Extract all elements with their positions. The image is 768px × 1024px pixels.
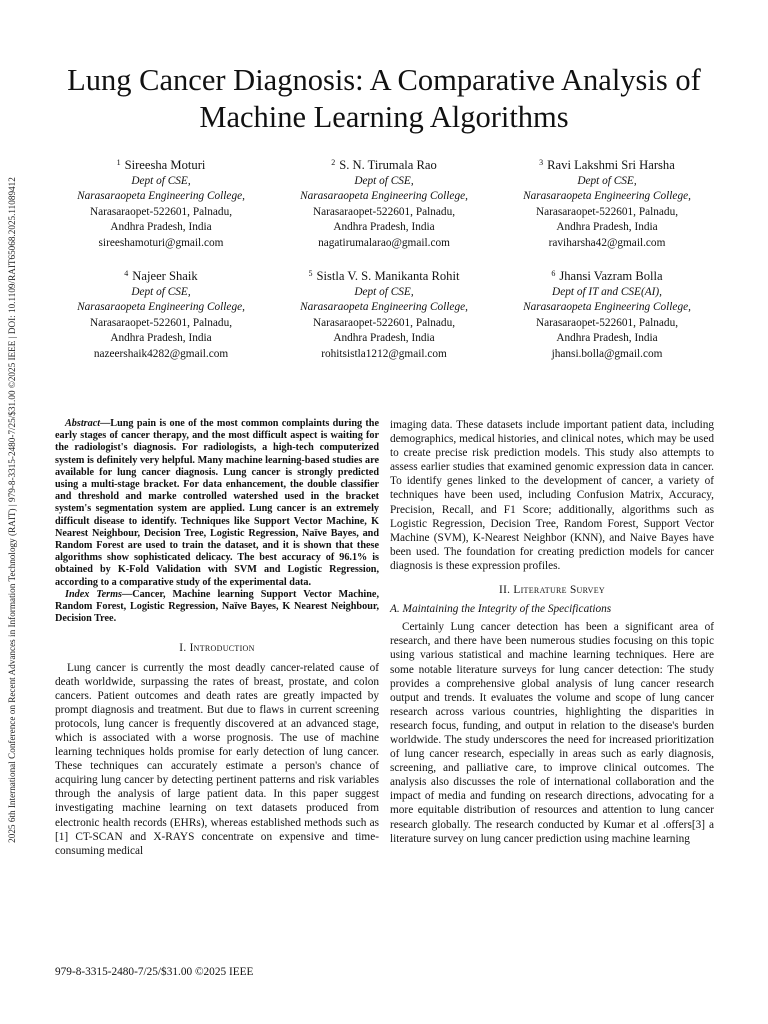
author-dept: Dept of CSE, (577, 175, 637, 187)
author-name: Ravi Lakshmi Sri Harsha (547, 158, 675, 172)
author-state: Andhra Pradesh, India (556, 332, 658, 345)
section-heading-literature-survey (390, 583, 714, 597)
author-row-2 (50, 265, 718, 362)
author-5 (273, 265, 495, 362)
author-address: Narasaraopet-522601, Palnadu, (312, 205, 456, 218)
paper-title (30, 62, 738, 136)
index-terms (55, 589, 379, 626)
author-number: 5 (308, 269, 313, 279)
section-numeral: I. (179, 642, 190, 655)
author-dept: Dept of CSE, (131, 286, 191, 299)
title-line-2: Machine Learning Algorithms (199, 100, 569, 134)
author-6 (496, 265, 718, 362)
abstract-text: —Lung pain is one of the most common complaints during the early stages of cancer therapy, and the most difficult aspect is waiting for the radiologist's diagnosis. For radiologists, a high-tech computerized system is definitely very helpful. Many machine learning-based studies are available for lung cancer diagnosis. Lung cancer is strongly predicted using a multi-stage bracket. For data enhancement, the double classifier and threshold and marke controlled watershed used in the bracket system's segmentation system are applied. Lung cancer is an extremely difficult disease to identify. Techniques like Support Vector Machine, K Nearest Neighbour, Decision Tree, Logistic Regression, Naïve Bayes, and Random Forest are used to train the dataset, and it is shown that these algorithms show sophisticated delicacy. The best accuracy of 96.1% is obtained by K-Fold Validation with SVM and Logistic Regression, according to a comparative study of the experimental data. (55, 418, 379, 588)
sidebar-citation (4, 135, 20, 885)
author-state: Andhra Pradesh, India (556, 221, 658, 234)
author-3 (496, 154, 718, 251)
author-name: S. N. Tirumala Rao (339, 158, 437, 172)
subsection-heading: A. Maintaining the Integrity of the Specifications (390, 603, 612, 616)
author-state: Andhra Pradesh, India (110, 332, 212, 345)
author-state: Andhra Pradesh, India (110, 221, 212, 234)
section-heading-introduction (55, 641, 379, 655)
sidebar-citation-text: 2025 6th International Conference on Recent Advances in Information Technology (RAIT) | 979-8-3315-2480-7/25/$31.00 ©2025 IEEE | DOI: 10.1109/RAIT65068.2025.11089412 (7, 177, 17, 843)
author-name: Jhansi Vazram Bolla (559, 269, 663, 284)
author-email[interactable]: jhansi.bolla@gmail.com (551, 347, 663, 360)
author-number: 6 (551, 269, 556, 279)
author-number: 2 (331, 158, 336, 167)
author-row-1 (50, 154, 718, 251)
author-email[interactable]: rohitsistla1212@gmail.com (321, 347, 447, 360)
abstract-label: Abstract (65, 418, 101, 429)
author-address: Narasaraopet-522601, Palnadu, (89, 205, 233, 218)
left-column (55, 418, 379, 858)
author-college: Narasaraopeta Engineering College, (77, 301, 245, 314)
author-college: Narasaraopeta Engineering College, (523, 301, 691, 314)
author-email[interactable]: nazeershaik4282@gmail.com (93, 347, 229, 360)
author-dept: Dept of CSE, (354, 286, 414, 299)
section-numeral: II. (499, 584, 514, 597)
author-dept: Dept of CSE, (354, 175, 414, 187)
author-address: Narasaraopet-522601, Palnadu, (535, 316, 679, 329)
title-line-1: Lung Cancer Diagnosis: A Comparative Analysis of (67, 63, 701, 97)
author-college: Narasaraopeta Engineering College, (77, 190, 245, 203)
author-college: Narasaraopeta Engineering College, (300, 190, 468, 203)
section-title: Introduction (189, 642, 255, 655)
author-1 (50, 154, 272, 251)
author-state: Andhra Pradesh, India (333, 221, 435, 234)
intro-paragraph: Lung cancer is currently the most deadly cancer-related cause of death worldwide, surpassing the rates of breast, prostate, and colon cancers. Patient outcomes and death rates are greatly impacted by prompt diagnosis and treatment. But due to flaws in current screening protocols, lung cancer is frequently discovered at an advanced stage, which is associated with a worse prognosis. The use of machine learning techniques holds promise for early detection of lung cancer. These techniques can accurately estimate a person's chance of acquiring lung cancer by detecting pertinent patterns and risk variables through the analysis of large patient data. In this paper suggest investigating machine learning on text datasets produced from electronic health records (EHRs), whereas established methods such as [1] CT-SCAN and X-RAYS concentrate on expensive and time-consuming medical (55, 661, 379, 857)
author-address: Narasaraopet-522601, Palnadu, (89, 316, 233, 329)
author-name: Najeer Shaik (132, 269, 198, 284)
author-number: 3 (539, 158, 544, 167)
author-email[interactable]: raviharsha42@gmail.com (548, 236, 666, 249)
abstract (55, 418, 379, 589)
author-address: Narasaraopet-522601, Palnadu, (535, 205, 679, 218)
author-name: Sireesha Moturi (124, 158, 206, 172)
author-block (50, 154, 718, 362)
author-college: Narasaraopeta Engineering College, (523, 190, 691, 203)
author-email[interactable]: sireeshamoturi@gmail.com (98, 236, 224, 249)
footer-copyright: 979-8-3315-2480-7/25/$31.00 ©2025 IEEE (55, 966, 254, 978)
author-4 (50, 265, 272, 362)
index-terms-text: —Cancer, Machine learning Support Vector Machine, Random Forest, Logistic Regression, Naïve Bayes, K Nearest Neighbour, Decision Tree. (55, 588, 379, 625)
author-number: 4 (124, 269, 129, 279)
author-number: 1 (116, 158, 121, 167)
author-dept: Dept of IT and CSE(AI), (552, 286, 662, 299)
right-column (390, 418, 714, 846)
author-2 (273, 154, 495, 251)
author-dept: Dept of CSE, (131, 175, 191, 187)
author-state: Andhra Pradesh, India (333, 332, 435, 345)
section-title: Literature Survey (513, 584, 605, 597)
author-address: Narasaraopet-522601, Palnadu, (312, 316, 456, 329)
author-name: Sistla V. S. Manikanta Rohit (316, 269, 460, 284)
literature-paragraph: Certainly Lung cancer detection has been a significant area of research, and there have been numerous studies focusing on this topic using various statistical and machine learning techniques. Here are some notable literature surveys for lung cancer detection: The study provides a comprehensive global analysis of lung cancer research output and trends. It evaluates the volume and scope of lung cancer research across various countries, highlighting the disparities in research focus, funding, and output in relation to the disease's burden worldwide. The study underscores the need for increased prioritization of lung cancer research, especially in areas such as early diagnosis, screening, and palliative care, to improve clinical outcomes. The analysis also discusses the role of international collaboration and the impact of media and funding on research directions, advocating for a more equitable distribution of resources and attention to lung cancer research globally. The research conducted by Kumar et al .offers[3] a literature survey on lung cancer prediction using machine learning (390, 621, 714, 845)
author-college: Narasaraopeta Engineering College, (300, 301, 468, 314)
index-terms-label: Index Terms (65, 588, 123, 600)
intro-continuation: imaging data. These datasets include important patient data, including demographics, medical histories, and clinical notes, which may be used to create precise risk prediction models. This study also attempts to assess earlier studies that examined genomic expression data in cancer. To identify genes linked to the development of cancer, a variety of techniques have been used, including Confusion Matrix, Accuracy, Precision, Recall, and F1 Score; additionally, algorithms such as Logistic Regression, Decision Tree, Random Forest, Support Vector Machine (SVM), K-Nearest Neighbor (KNN), and Naive Bayes have been used. The foundation for creating prediction models for cancer diagnosis is these expression profiles. (390, 419, 714, 572)
author-email[interactable]: nagatirumalarao@gmail.com (318, 236, 450, 249)
